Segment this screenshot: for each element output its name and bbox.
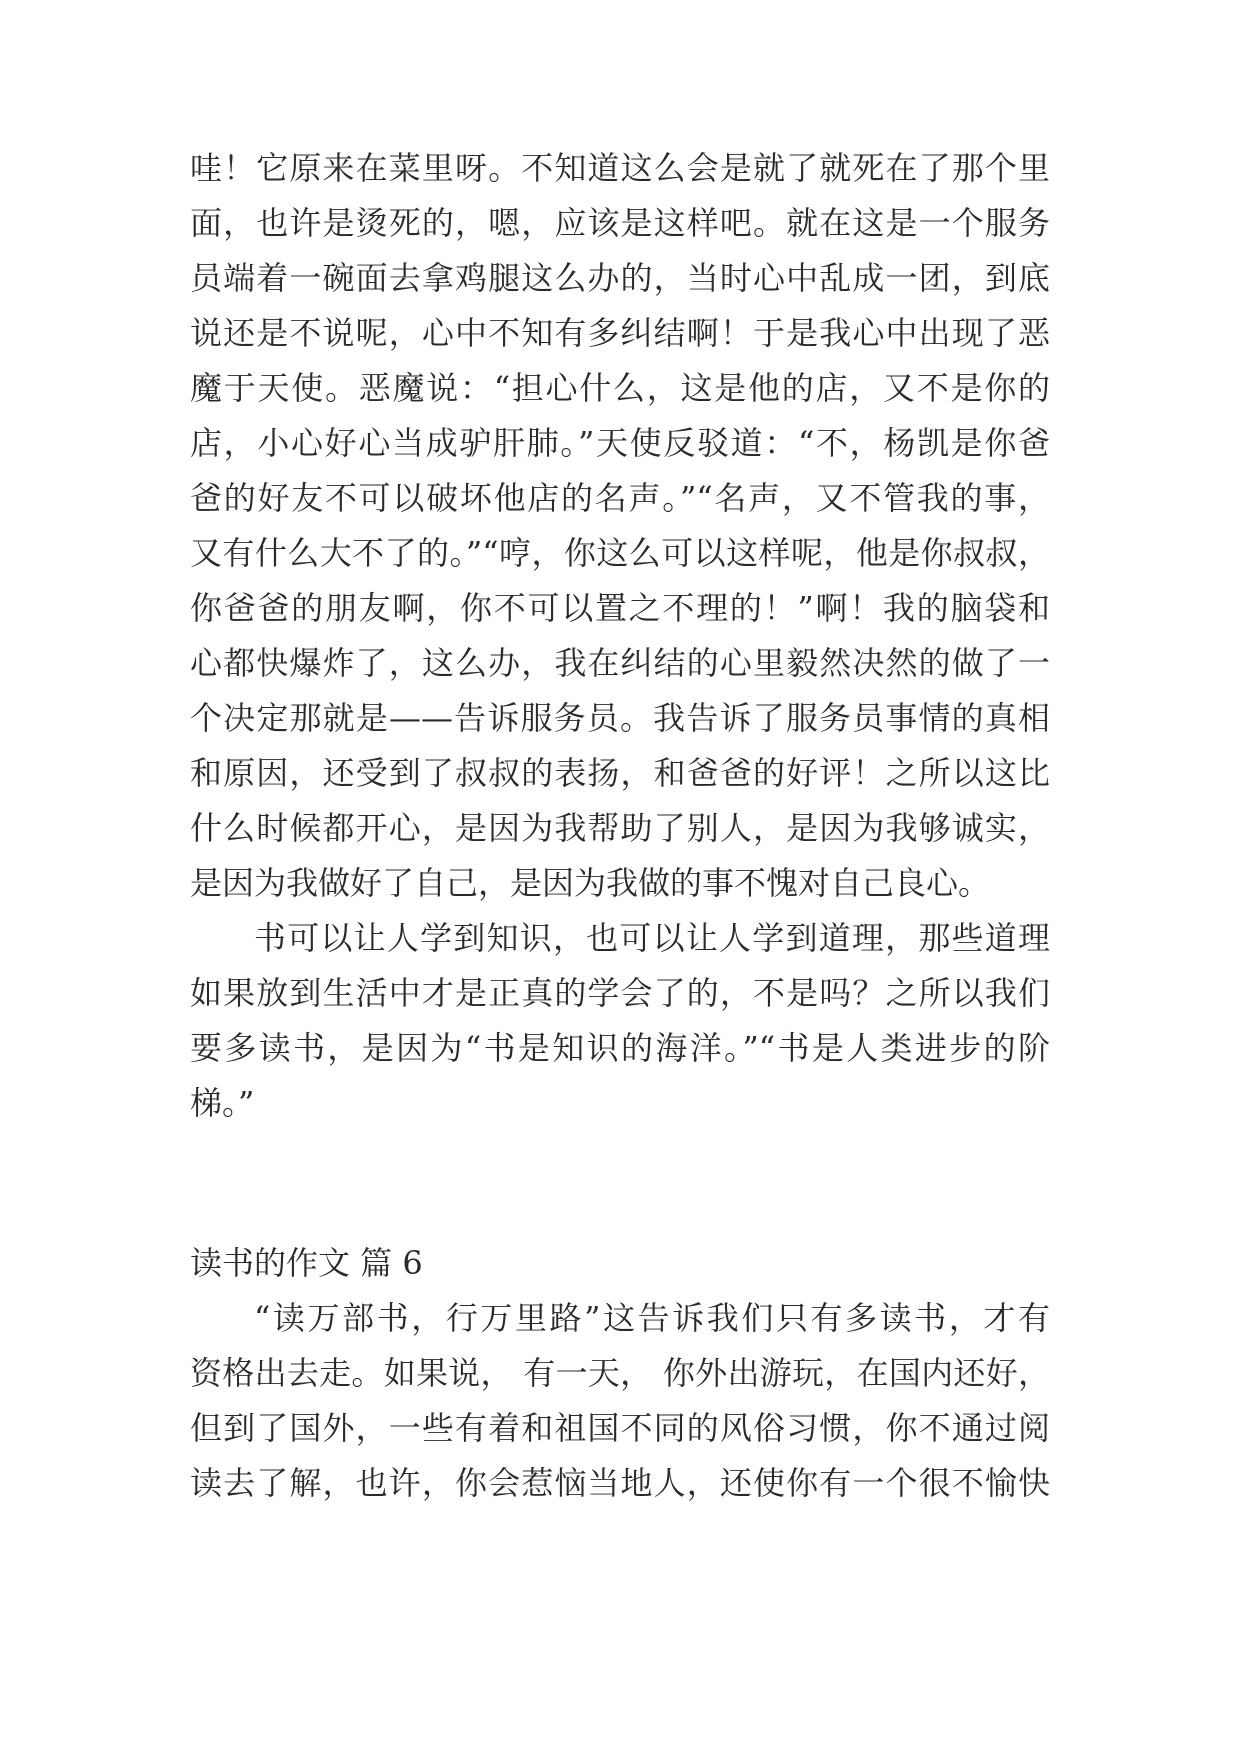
paragraph-line: 爸的好友不可以破坏他店的名声。”“名声，又不管我的事， <box>190 479 1050 517</box>
paragraph-line: 和原因，还受到了叔叔的表扬，和爸爸的好评！之所以这比 <box>190 754 1050 792</box>
section-heading: 读书的作文 篇 6 <box>190 1244 423 1282</box>
paragraph-line: “读万部书，行万里路”这告诉我们只有多读书，才有 <box>254 1299 1050 1337</box>
paragraph-line: 员端着一碗面去拿鸡腿这么办的，当时心中乱成一团，到底 <box>190 259 1050 297</box>
paragraph-line: 面，也许是烫死的，嗯，应该是这样吧。就在这是一个服务 <box>190 204 1050 242</box>
paragraph-line: 说还是不说呢，心中不知有多纠结啊！于是我心中出现了恶 <box>190 314 1050 352</box>
paragraph-line: 要多读书，是因为“书是知识的海洋。”“书是人类进步的阶 <box>190 1029 1050 1067</box>
paragraph-line: 店，小心好心当成驴肝肺。”天使反驳道：“不，杨凯是你爸 <box>190 424 1050 462</box>
paragraph-line: 个决定那就是——告诉服务员。我告诉了服务员事情的真相 <box>190 699 1050 737</box>
paragraph-line: 什么时候都开心，是因为我帮助了别人，是因为我够诚实， <box>190 809 1050 847</box>
paragraph-line: 资格出去走。如果说， 有一天， 你外出游玩，在国内还好， <box>190 1354 1050 1392</box>
paragraph-line: 读去了解，也许，你会惹恼当地人，还使你有一个很不愉快 <box>190 1464 1050 1502</box>
paragraph-line: 是因为我做好了自己，是因为我做的事不愧对自己良心。 <box>190 864 991 902</box>
paragraph-line: 哇！它原来在菜里呀。不知道这么会是就了就死在了那个里 <box>190 149 1050 187</box>
paragraph-line: 心都快爆炸了，这么办，我在纠结的心里毅然决然的做了一 <box>190 644 1050 682</box>
paragraph-line: 又有什么大不了的。”“哼，你这么可以这样呢，他是你叔叔， <box>190 534 1050 572</box>
paragraph-line: 书可以让人学到知识，也可以让人学到道理，那些道理 <box>254 919 1050 957</box>
paragraph-line: 但到了国外，一些有着和祖国不同的风俗习惯，你不通过阅 <box>190 1409 1050 1447</box>
paragraph-line: 梯。” <box>190 1084 255 1122</box>
paragraph-line: 你爸爸的朋友啊，你不可以置之不理的！”啊！我的脑袋和 <box>190 589 1050 627</box>
paragraph-line: 如果放到生活中才是正真的学会了的，不是吗？之所以我们 <box>190 974 1050 1012</box>
paragraph-line: 魔于天使。恶魔说：“担心什么，这是他的店，又不是你的 <box>190 369 1050 407</box>
